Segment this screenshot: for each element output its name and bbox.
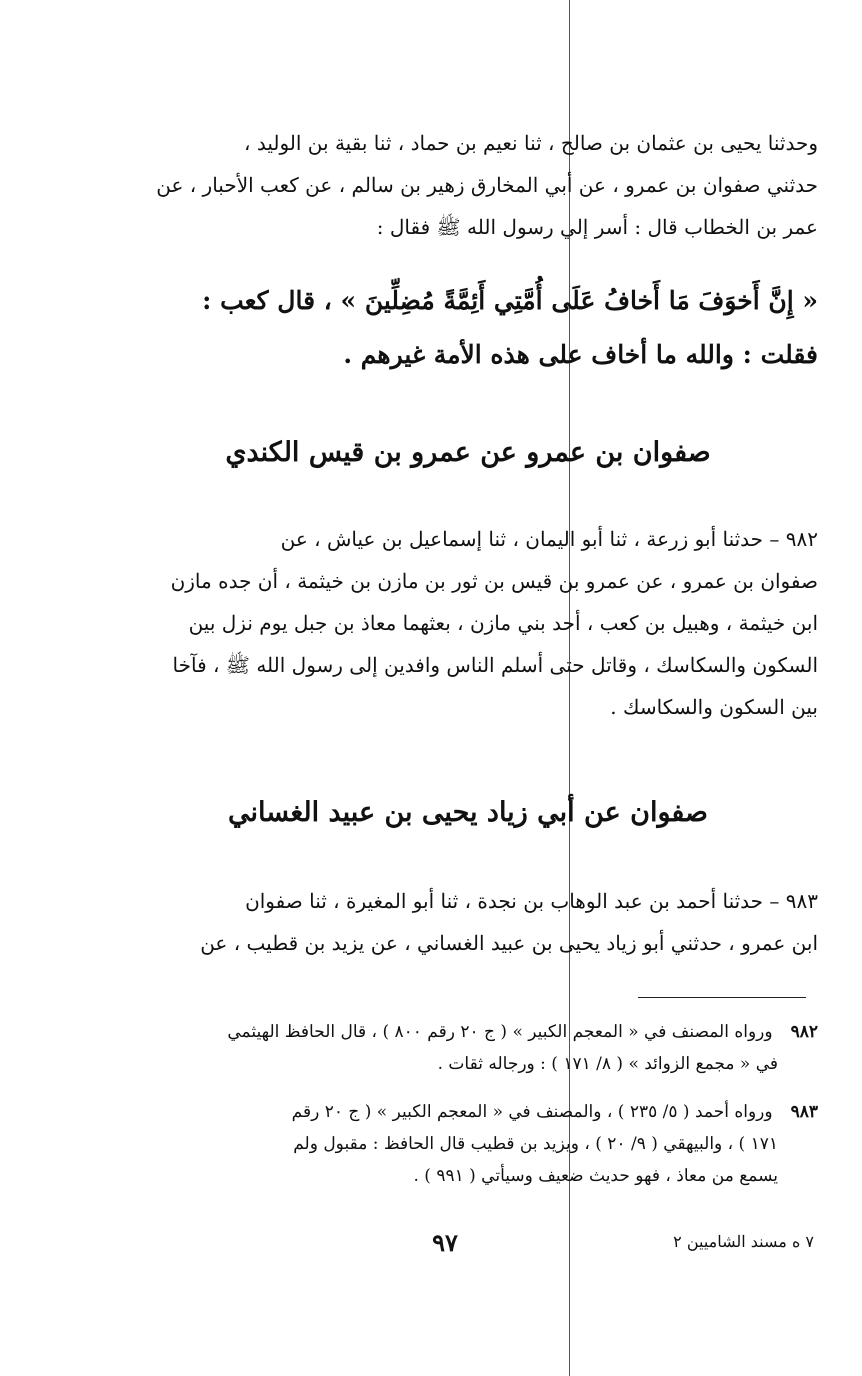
text-line: ابن عمرو ، حدثني أبو زياد يحيى بن عبيد الغساني ، عن يزيد بن قطيب ، عن [200,931,818,955]
text-line: السكون والسكاسك ، وقاتل حتى أسلم الناس وافدين إلى رسول الله ﷺ ، فآخا [172,653,818,677]
text-line: ابن خيثمة ، وهبيل بن كعب ، أحد بني مازن ، بعثهما معاذ بن جبل يوم نزل بين [188,611,818,635]
footnote-text: ورواه المصنف في « المعجم الكبير » ( ج ٢٠ رقم ٨٠٠ ) ، قال الحافظ الهيثمي [227,1022,773,1042]
footnote-text: ورواه أحمد ( ٥/ ٢٣٥ ) ، والمصنف في « المعجم الكبير » ( ج ٢٠ رقم [291,1102,773,1122]
intro-narration [118,122,818,248]
quote-line: فقلت : والله ما أخاف على هذه الأمة غيرهم . [343,340,818,369]
footnote-number: ٩٨٢ [790,1022,818,1042]
signature-mark: ٧ ه مسند الشاميين ٢ [673,1232,814,1251]
footnote-982 [118,1016,818,1080]
footnote-line [118,1016,818,1048]
text-line: حدثني صفوان بن عمرو ، عن أبي المخارق زهير بن سالم ، عن كعب الأحبار ، عن [156,173,818,197]
footnote-line [118,1096,818,1128]
footnote-983 [118,1096,818,1192]
page-number: ٩٧ [432,1228,458,1257]
text-line: صفوان بن عمرو ، عن عمرو بن قيس بن ثور بن مازن بن خيثمة ، أن جده مازن [170,569,818,593]
prophetic-quote [118,274,818,382]
text-line: وحدثنا يحيى بن عثمان بن صالح ، ثنا نعيم بن حماد ، ثنا بقية بن الوليد ، [244,131,818,155]
text-line: عمر بن الخطاب قال : أسر إلي رسول الله ﷺ فقال : [376,215,818,239]
quote-line: « إِنَّ أَخوَفَ مَا أَخافُ عَلَى أُمَّتِي أَئِمَّةً مُضِلِّينَ » ، قال كعب : [202,286,818,315]
hadith-982 [118,518,818,728]
footnote-line: يسمع من معاذ ، فهو حديث ضعيف وسيأتي ( ٩٩١ ) . [413,1166,778,1186]
footnote-line: ١٧١ ) ، والبيهقي ( ٩/ ٢٠ ) ، ويزيد بن قطيب قال الحافظ : مقبول ولم [293,1134,778,1154]
footnote-separator [638,997,806,998]
footnote-line: في « مجمع الزوائد » ( ٨/ ١٧١ ) : ورجاله ثقات . [437,1054,778,1074]
text-line: ٩٨٣ – حدثنا أحمد بن عبد الوهاب بن نجدة ، ثنا أبو المغيرة ، ثنا صفوان [245,889,818,913]
section-heading: صفوان بن عمرو عن عمرو بن قيس الكندي [225,437,711,468]
hadith-983 [118,880,818,964]
footnote-number: ٩٨٣ [790,1102,818,1122]
text-line: ٩٨٢ – حدثنا أبو زرعة ، ثنا أبو اليمان ، ثنا إسماعيل بن عياش ، عن [280,527,818,551]
section-heading: صفوان عن أبي زياد يحيى بن عبيد الغساني [228,797,708,828]
text-line: بين السكون والسكاسك . [610,695,818,719]
